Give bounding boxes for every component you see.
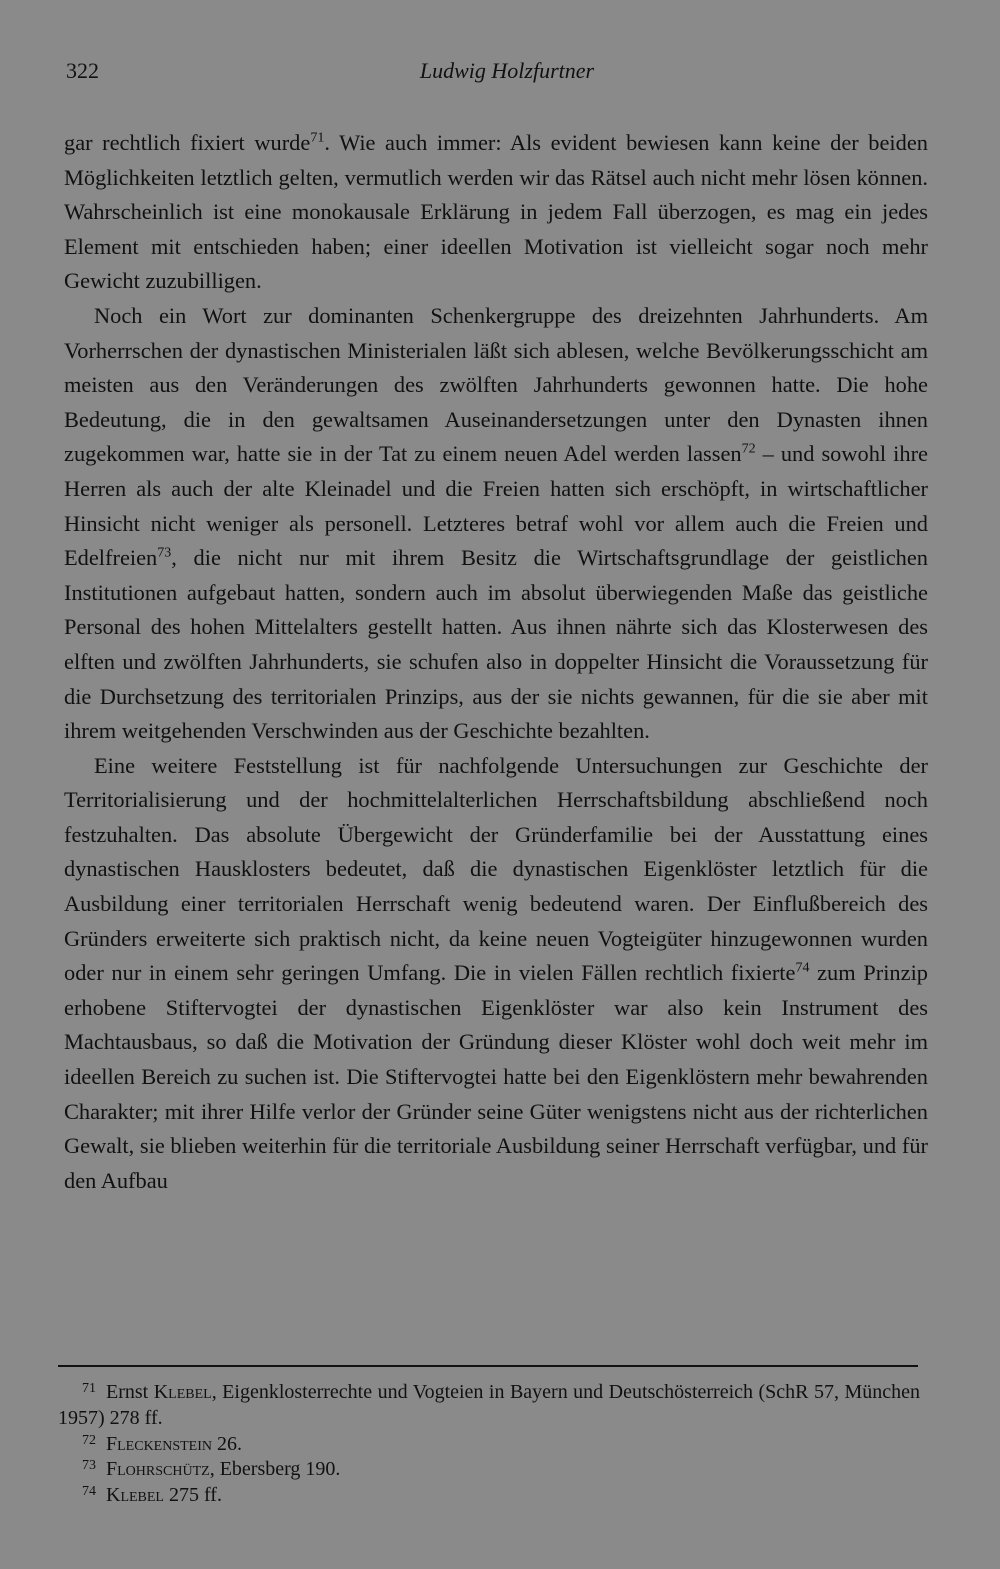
text-run: Eine weitere Feststellung ist für nachfolgende Untersuchungen zur Geschichte der Territorialisierung und der hochmittelalterlichen Herrschaftsbildung abschließend noch festzuhalten. Das absolute Übergewicht der Gründerfamilie bei der Ausstattung eines dynastischen Hausklosters bedeutet, daß die dynastischen Eigenklöster letztlich für die Ausbildung einer territorialen Herrschaft wenig bedeutend waren. Der Einflußbereich des Gründers erweiterte sich praktisch nicht, da keine neuen Vogteigüter hinzugewonnen wurden oder nur in einem sehr geringen Umfang. Die in vielen Fällen rechtlich fixierte (64, 752, 928, 986)
footnote: 72 Fleckenstein 26. (82, 1432, 242, 1455)
footnote-reference: 74 (795, 960, 810, 976)
text-run: Noch ein Wort zur dominanten Schenkergruppe des dreizehnten Jahrhunderts. Am Vorherrschen der dynastischen Ministerialen läßt sich ablesen, welche Bevölkerungsschicht am meisten aus den Veränderungen des zwölften Jahrhunderts gewonnen hatte. Die hohe Bedeutung, die in den gewaltsamen Auseinandersetzungen unter den Dynasten ihnen zugekommen war, hatte sie in der Tat zu einem neuen Adel werden lassen (64, 302, 928, 467)
text-run: gar rechtlich fixiert wurde (64, 130, 311, 155)
author-name: Klebel (106, 1484, 164, 1507)
footnote-reference: 71 (310, 130, 325, 146)
footnote-reference: 72 (741, 441, 756, 457)
paragraph (64, 299, 928, 749)
footnote: 73 Flohrschütz, Ebersberg 190. (82, 1458, 341, 1481)
text-run: , Eigenklosterrechte und Vogteien in Bayern und Deutschösterreich (SchR 57, München 1957) 278 ff. (58, 1381, 920, 1429)
page-header (66, 58, 928, 90)
text-run: 26. (212, 1432, 242, 1455)
footnote-rule (58, 1365, 918, 1367)
author-name: Fleckenstein (106, 1432, 212, 1455)
text-run: – und sowohl ihre Herren als auch der alte Kleinadel und die Freien hatten sich erschöpft, in wirtschaftlicher Hinsicht nicht weniger als personell. Letzteres betraf wohl vor allem auch die Freien und Edelfreien (64, 441, 928, 571)
text-run: . Wie auch immer: Als evident bewiesen kann keine der beiden Möglichkeiten letztlich gelten, vermutlich werden wir das Rätsel auch nicht mehr lösen können. Wahrscheinlich ist eine monokausale Erklärung in jedem Fall überzogen, es mag ein jedes Element mit entschieden haben; einer ideellen Motivation ist vielleicht sogar noch mehr Gewicht zuzubilligen. (64, 130, 928, 294)
text-run: zum Prinzip erhobene Stiftervogtei der dynastischen Eigenklöster war also kein Instrument des Machtausbaus, so daß die Motivation der Gründung dieser Klöster wohl doch weit mehr im ideellen Bereich zu suchen ist. Die Stiftervogtei hatte bei den Eigenklöstern mehr bewahrenden Charakter; mit ihrer Hilfe verlor der Gründer seine Güter wenigstens nicht aus der richterlichen Gewalt, sie blieben weiterhin für die territoriale Ausbildung seiner Herrschaft verfügbar, und für den Aufbau (64, 960, 928, 1193)
text-run: , Ebersberg 190. (209, 1458, 341, 1481)
footnote-reference: 73 (157, 545, 172, 561)
footnotes (58, 1380, 920, 1509)
text-run: 275 ff. (164, 1484, 222, 1507)
author-name: Klebel (153, 1381, 212, 1403)
author-name: Flohrschütz (106, 1458, 210, 1481)
paragraph (64, 749, 928, 1199)
page-number: 322 (66, 58, 99, 83)
footnote: 71 Ernst Klebel, Eigenklosterrechte und Vogteien in Bayern und Deutschösterreich (SchR 57, München 1957) 278 ff. (58, 1381, 920, 1429)
text-run: , die nicht nur mit ihrem Besitz die Wirtschaftsgrundlage der geistlichen Institutionen aufgebaut hatten, sondern auch im absolut überwiegenden Maße das geistliche Personal des hohen Mittelalters gestellt hatten. Aus ihnen nährte sich das Klosterwesen des elften und zwölften Jahrhunderts, sie schufen also in doppelter Hinsicht die Voraussetzung für die Durchsetzung des territorialen Prinzips, aus der sie nichts gewannen, für die sie aber mit ihrem weitgehenden Verschwinden aus der Geschichte bezahlten. (64, 545, 928, 744)
footnote: 74 Klebel 275 ff. (82, 1484, 222, 1507)
text-run: Ernst (106, 1381, 154, 1403)
body-text (64, 126, 928, 1198)
paragraph (64, 126, 928, 299)
running-head: Ludwig Holzfurtner (419, 58, 595, 83)
